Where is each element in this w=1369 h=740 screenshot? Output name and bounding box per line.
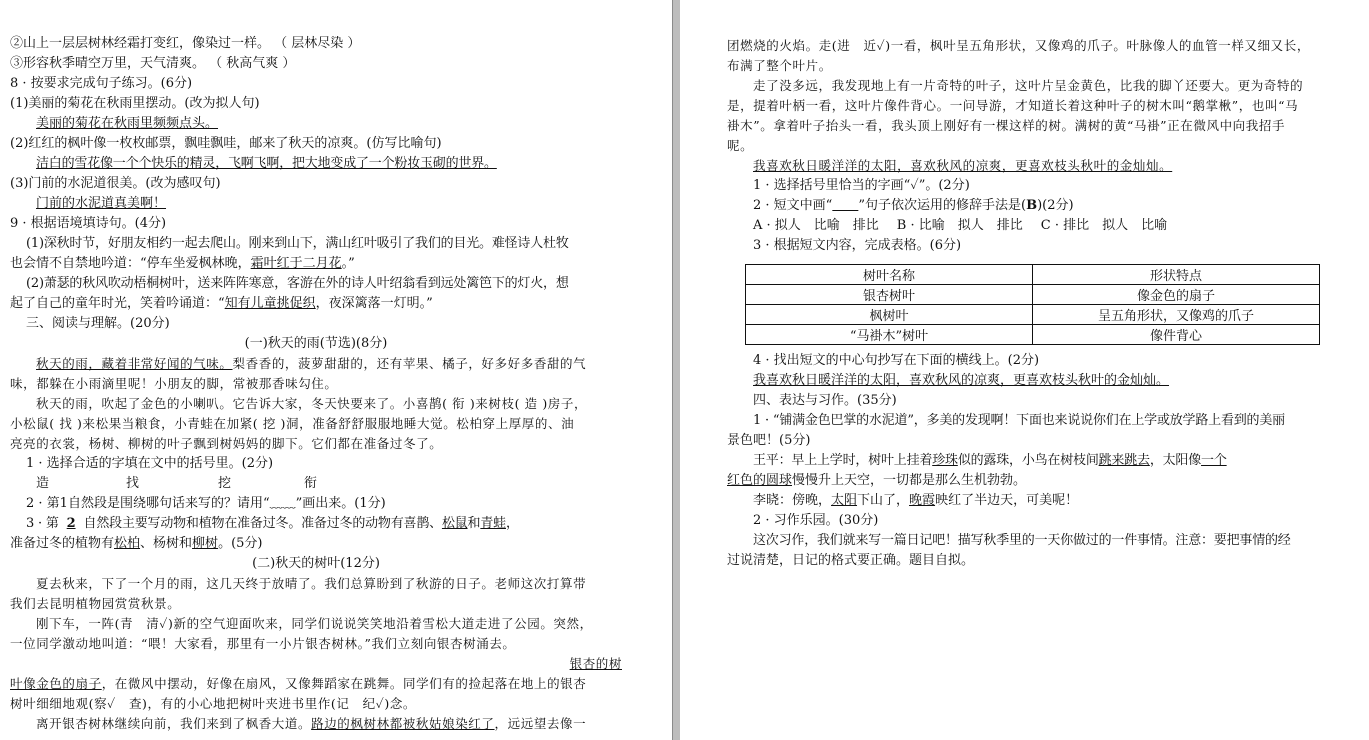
char-option: 挖 xyxy=(218,476,232,491)
leaf-table xyxy=(745,264,1320,345)
p1-q2-lead: 2 · 第1自然段是围绕哪句话来写的？请用“ xyxy=(26,496,270,511)
table-header: 树叶名称 xyxy=(746,265,1033,285)
q9-1-tail: 。” xyxy=(341,256,355,271)
table-cell: 像金色的扇子 xyxy=(1033,285,1320,305)
maple-lead: 离开银杏树林继续向前，我们来到了枫香大道。 xyxy=(36,716,312,731)
table-cell: 银杏树叶 xyxy=(746,285,1033,305)
s4-q1-prompt: 1 · “铺满金色巴掌的水泥道”，多美的发现啊！下面也来说说你们在上学或放学路上看到的美丽 xyxy=(753,413,1285,428)
q8-1-prompt: (1)美丽的菊花在秋雨里摆动。(改为拟人句) xyxy=(10,96,260,111)
table-row xyxy=(746,285,1320,305)
q9-title: 9 · 根据语境填诗句。(4分) xyxy=(10,216,167,231)
q9-1-text-cont xyxy=(10,254,622,274)
p1-q3-plants-tail: 。(5分) xyxy=(218,536,263,551)
wangping-mid-1: 似的露珠，小鸟在树枝间 xyxy=(957,453,1099,468)
passage-2-para-4-cont: 是，提着叶柄一看，这叶片像件背心。一问导游，才知道长着这种叶子的树木叫“鹅掌楸”，也叫“马 xyxy=(727,98,1299,113)
q9-1-answer: 霜叶红于二月花 xyxy=(250,256,342,271)
q9-1-text: (1)深秋时节，好朋友相约一起去爬山。刚来到山下，满山红叶吸引了我们的目光。难怪诗人杜牧 xyxy=(26,236,569,251)
p1-q3-plants-lead: 准备过冬的植物有 xyxy=(10,536,115,551)
p2-q2-answer: B xyxy=(1026,198,1038,213)
char-option: 找 xyxy=(126,476,140,491)
p2-q4-answer-text: 我喜欢秋日暖洋洋的太阳，喜欢秋风的凉爽，更喜欢枝头秋叶的金灿灿。 xyxy=(753,373,1170,388)
maple-underlined: 路边的枫树林都被秋姑娘染红了 xyxy=(311,716,495,731)
table-cell: 呈五角形状，又像鸡的爪子 xyxy=(1033,305,1320,325)
q9-2-text: (2)萧瑟的秋风吹动梧桐树叶，送来阵阵寒意，客游在外的诗人叶绍翁看到远处篱笆下的灯火，想 xyxy=(26,276,569,291)
p2-q2-tail: )(2分) xyxy=(1037,198,1074,213)
q9-2-tail: ，夜深篱落一灯明。” xyxy=(315,296,433,311)
wangping-line-cont xyxy=(727,471,1319,491)
ginkgo-underlined: 叶像金色的扇子 xyxy=(10,676,102,691)
right-page xyxy=(680,0,1369,740)
table-row xyxy=(746,305,1320,325)
p2-q4-answer xyxy=(727,371,1319,391)
idiom-line-3: ③形容秋季晴空万里，天气清爽。 （ 秋高气爽 ） xyxy=(10,56,296,71)
wangping-mid-2: ，太阳像 xyxy=(1149,453,1202,468)
passage-1-para-2-end: 亮亮的衣裳，杨树、柳树的叶子飘到树妈妈的脚下。它们都在准备过冬了。 xyxy=(10,436,443,451)
option-c: C · 排比 拟人 比喻 xyxy=(1040,218,1168,233)
q9-1-lead: 也会情不自禁地吟道：“停车坐爱枫林晚， xyxy=(10,256,251,271)
table-header: 形状特点 xyxy=(1033,265,1320,285)
section-3-title: 三、阅读与理解。(20分) xyxy=(26,316,170,331)
p2-q2-mid: ”句子依次运用的修辞手法是( xyxy=(858,198,1027,213)
passage-2-para-4-end: 呢。 xyxy=(727,138,754,153)
p1-q3-answer-pine: 松柏 xyxy=(114,536,141,551)
p2-q1-prompt: 1 · 选择括号里恰当的字画“✓”。(2分) xyxy=(753,178,970,193)
passage-2-para-3-end: 布满了整个叶片。 xyxy=(727,58,832,73)
table-cell: “马褂木”树叶 xyxy=(746,325,1033,345)
char-option: 造 xyxy=(36,476,50,491)
passage-2-para-2-cont3 xyxy=(10,674,622,694)
table-header-row xyxy=(746,265,1320,285)
p1-q3-answer-squirrel: 松鼠 xyxy=(441,516,468,531)
wangping-answer-1: 珍珠 xyxy=(932,453,958,468)
right-column xyxy=(727,36,1319,571)
passage-2-title: (二)秋天的树叶(12分) xyxy=(252,556,380,571)
p2-q2-options xyxy=(727,216,1319,236)
p1-q3-prompt xyxy=(10,514,622,534)
s4-q2-title: 2 · 习作乐园。(30分) xyxy=(753,513,879,528)
passage-2-para-1: 夏去秋来，下了一个月的雨，这几天终于放晴了。我们总算盼到了秋游的日子。老师这次打算带 xyxy=(36,576,587,591)
passage-2-para-2-end: 树叶细细地观(察✓ 查)，有的小心地把树叶夹进书里作(记 纪✓)念。 xyxy=(10,696,417,711)
central-sentence: 我喜欢秋日暖洋洋的太阳，喜欢秋风的凉爽，更喜欢枝头秋叶的金灿灿。 xyxy=(753,158,1173,173)
maple-tail: ，远远望去像一 xyxy=(494,716,587,731)
table-cell: 像件背心 xyxy=(1033,325,1320,345)
passage-2-para-4: 走了没多远，我发现地上有一片奇特的叶子，这叶片呈金黄色，比我的脚丫还要大。更为奇特的 xyxy=(753,78,1304,93)
passage-2-para-3 xyxy=(10,714,622,734)
q8-title: 8 · 按要求完成句子练习。(6分) xyxy=(10,76,193,91)
q8-1-answer: 美丽的菊花在秋雨里频频点头。 xyxy=(36,116,219,131)
passage-2-para-2-cont2 xyxy=(10,654,622,674)
blank-mark xyxy=(832,198,858,213)
p1-q3-lead: 3 · 第 xyxy=(26,516,59,531)
passage-2-para-3-cont: 团燃烧的火焰。走(进 近✓)一看，枫叶呈五角形状，又像鸡的爪子。叶脉像人的血管一样又细又长， xyxy=(727,38,1310,53)
q8-2-prompt: (2)红红的枫叶像一枚枚邮票，飘哇飘哇，邮来了秋天的凉爽。(仿写比喻句) xyxy=(10,136,442,151)
lixiao-mid: 下山了， xyxy=(857,493,910,508)
p1-q3-answer-para: 2 xyxy=(66,516,76,531)
wangping-answer-3a: 一个 xyxy=(1201,453,1227,468)
q8-3-answer: 门前的水泥道真美啊！ xyxy=(36,196,167,211)
q9-2-answer: 知有儿童挑促织 xyxy=(224,296,316,311)
idiom-line-2: ②山上一层层树林经霜打变红，像染过一样。 （ 层林尽染 ） xyxy=(10,36,361,51)
q8-3-prompt: (3)门前的水泥道很美。(改为感叹句) xyxy=(10,176,221,191)
char-option: 衔 xyxy=(304,476,318,491)
p1-q3-and: 和 xyxy=(467,516,481,531)
p1-q2-tail: ”画出来。(1分) xyxy=(295,496,386,511)
passage-1-topic-sentence: 秋天的雨，藏着非常好闻的气味。 xyxy=(36,356,233,371)
passage-1-para-1 xyxy=(10,354,622,374)
p1-q1-chars xyxy=(10,474,622,494)
passage-1-para-2: 秋天的雨，吹起了金色的小喇叭。它告诉大家，冬天快要来了。小喜鹊( 衔 )来树枝( 造 )房子， xyxy=(36,396,588,411)
lixiao-tail: 映红了半边天，可美呢！ xyxy=(935,493,1079,508)
option-a: A · 拟人 比喻 排比 xyxy=(753,218,879,233)
p1-q3-cont xyxy=(10,534,622,554)
lixiao-answer-1: 太阳 xyxy=(831,493,858,508)
p1-q3-answer-frog: 青蛙 xyxy=(480,516,506,531)
wangping-answer-2: 跳来跳去 xyxy=(1098,453,1150,468)
s4-q1-prompt-cont: 景色吧！(5分) xyxy=(727,433,811,448)
table-cell: 枫树叶 xyxy=(746,305,1033,325)
s4-q2-text: 这次习作，我们就来写一篇日记吧！描写秋季里的一天你做过的一件事情。注意：要把事情的经 xyxy=(753,533,1291,548)
p1-q3-plants-mid: 、杨树和 xyxy=(140,536,193,551)
section-4-title: 四、表达与习作。(35分) xyxy=(753,393,897,408)
p1-q3-answer-willow: 柳树 xyxy=(192,536,219,551)
wangping-answer-3b: 红色的圆球 xyxy=(727,473,793,488)
ginkgo-rest: ，在微风中摆动，好像在扇风，又像舞蹈家在跳舞。同学们有的捡起落在地上的银杏 xyxy=(101,676,587,691)
q9-2-lead: 起了自己的童年时光，笑着吟诵道：“ xyxy=(10,296,225,311)
p2-q3-prompt: 3 · 根据短文内容，完成表格。(6分) xyxy=(753,238,962,253)
left-column xyxy=(10,34,622,734)
ginkgo-lead: 银杏的树 xyxy=(569,656,622,671)
passage-1-title: (一)秋天的雨(节选)(8分) xyxy=(244,336,388,351)
lixiao-answer-2: 晚霞 xyxy=(909,493,936,508)
table-row xyxy=(746,325,1320,345)
passage-1-para-1-rest: 梨香香的，菠萝甜甜的，还有苹果、橘子，好多好多香甜的气 xyxy=(232,356,587,371)
p1-q3-mid: 自然段主要写动物和植物在准备过冬。准备过冬的动物有喜鹊、 xyxy=(83,516,442,531)
lixiao-line xyxy=(727,491,1319,511)
p2-q4-prompt: 4 · 找出短文的中心句抄写在下面的横线上。(2分) xyxy=(753,353,1040,368)
passage-2-para-5 xyxy=(727,156,1319,176)
wangping-lead: 王平：早上上学时，树叶上挂着 xyxy=(753,453,933,468)
p1-q3-comma: ， xyxy=(505,516,519,531)
option-b: B · 比喻 拟人 排比 xyxy=(896,218,1023,233)
q9-2-text-cont xyxy=(10,294,622,314)
p2-q2-prompt xyxy=(727,196,1319,216)
passage-1-para-1-cont: 味，都躲在小雨滴里呢！小朋友的脚，常被那香味勾住。 xyxy=(10,376,338,391)
passage-2-para-2: 刚下车，一阵(青 清✓)新的空气迎面吹来，同学们说说笑笑地沿着雪松大道走进了公园。突然， xyxy=(36,616,593,631)
passage-2-para-2-cont: 一位同学激动地叫道：“喂！大家看，那里有一小片银杏树林。”我们立刻向银杏树涌去。 xyxy=(10,636,516,651)
p2-q2-lead: 2 · 短文中画“ xyxy=(753,198,833,213)
wavy-mark: ﹏﹏ xyxy=(269,496,296,511)
passage-2-para-4-cont2: 褂木”。拿着叶子抬头一看，我头顶上刚好有一棵这样的树。满树的黄“马褂”正在微风中向我招手 xyxy=(727,118,1286,133)
left-page xyxy=(0,0,672,740)
passage-1-para-2-cont: 小松鼠( 找 )来松果当粮食，小青蛙在加紧( 挖 )洞，准备舒舒服服地睡大觉。松柏穿上厚厚的、油 xyxy=(10,416,575,431)
s4-q2-text-cont: 过说清楚，日记的格式要正确。题目自拟。 xyxy=(727,553,975,568)
lixiao-lead: 李晓：傍晚， xyxy=(753,493,832,508)
q8-2-answer: 洁白的雪花像一个个快乐的精灵，飞啊飞啊，把大地变成了一个粉妆玉砌的世界。 xyxy=(36,156,497,171)
wangping-tail: 慢慢升上天空，一切都是那么生机勃勃。 xyxy=(792,473,1027,488)
wangping-line xyxy=(727,451,1319,471)
passage-2-para-1-cont: 我们去昆明植物园赏赏秋景。 xyxy=(10,596,181,611)
p1-q1-prompt: 1 · 选择合适的字填在文中的括号里。(2分) xyxy=(26,456,274,471)
p1-q2-prompt xyxy=(10,494,622,514)
